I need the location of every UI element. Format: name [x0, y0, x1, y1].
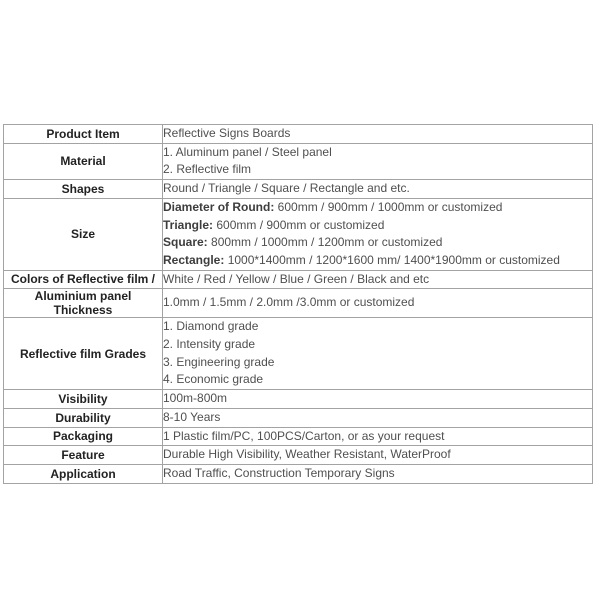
- table-row: [4, 289, 593, 318]
- row-value: [163, 270, 593, 289]
- value-line-bold-prefix: Triangle:: [163, 217, 214, 232]
- table-row: [4, 446, 593, 465]
- row-value: [163, 318, 593, 390]
- table-row: [4, 270, 593, 289]
- value-line: Durable High Visibility, Weather Resistant, WaterProof: [163, 447, 451, 462]
- value-line: 1.0mm / 1.5mm / 2.0mm /3.0mm or customized: [163, 295, 415, 310]
- row-value: [163, 464, 593, 483]
- value-line: 1 Plastic film/PC, 100PCS/Carton, or as your request: [163, 428, 445, 443]
- row-label: Product Item: [4, 125, 163, 144]
- value-line: White / Red / Yellow / Blue / Green / Black and etc: [163, 271, 430, 286]
- row-label: Visibility: [4, 390, 163, 409]
- row-value: [163, 180, 593, 199]
- value-line: 100m-800m: [163, 391, 228, 406]
- spec-table-body: [4, 125, 593, 484]
- value-line: Round / Triangle / Square / Rectangle and etc.: [163, 181, 410, 196]
- row-value: [163, 408, 593, 427]
- row-value: [163, 390, 593, 409]
- value-line-bold-prefix: Rectangle:: [163, 252, 225, 267]
- value-line: 4. Economic grade: [163, 372, 264, 387]
- row-label: Aluminium panel Thickness: [4, 289, 163, 318]
- row-value: [163, 198, 593, 270]
- value-line: 1. Aluminum panel / Steel panel: [163, 144, 332, 159]
- table-row: [4, 408, 593, 427]
- table-row: [4, 180, 593, 199]
- value-line: 3. Engineering grade: [163, 354, 275, 369]
- value-line-bold-prefix: Diameter of Round:: [163, 199, 275, 214]
- table-row: [4, 464, 593, 483]
- value-line: Rectangle: 1000*1400mm / 1200*1600 mm/ 1400*1900mm or customized: [163, 252, 560, 267]
- row-label: Reflective film Grades: [4, 318, 163, 390]
- row-label: Material: [4, 143, 163, 179]
- table-row: [4, 318, 593, 390]
- table-row: [4, 427, 593, 446]
- value-line: Triangle: 600mm / 900mm or customized: [163, 217, 385, 232]
- row-value: [163, 289, 593, 318]
- value-line: Diameter of Round: 600mm / 900mm / 1000mm or customized: [163, 199, 503, 214]
- row-label: Durability: [4, 408, 163, 427]
- table-row: [4, 125, 593, 144]
- value-line: 1. Diamond grade: [163, 319, 259, 334]
- row-value: [163, 446, 593, 465]
- value-line: 2. Reflective film: [163, 162, 252, 177]
- row-label: Shapes: [4, 180, 163, 199]
- table-row: [4, 143, 593, 179]
- product-specification-table: [3, 124, 593, 484]
- row-value: [163, 427, 593, 446]
- value-line: 8-10 Years: [163, 409, 221, 424]
- table-row: [4, 198, 593, 270]
- value-line: Road Traffic, Construction Temporary Signs: [163, 465, 395, 480]
- row-label: Feature: [4, 446, 163, 465]
- row-label: Colors of Reflective film /: [4, 270, 163, 289]
- row-label: Application: [4, 464, 163, 483]
- row-value: [163, 125, 593, 144]
- spec-table-container: [3, 124, 593, 484]
- value-line: Square: 800mm / 1000mm / 1200mm or customized: [163, 235, 443, 250]
- value-line: Reflective Signs Boards: [163, 126, 291, 140]
- value-line: 2. Intensity grade: [163, 337, 256, 352]
- table-row: [4, 390, 593, 409]
- row-value: [163, 143, 593, 179]
- value-line-bold-prefix: Square:: [163, 235, 208, 250]
- row-label: Packaging: [4, 427, 163, 446]
- row-label: Size: [4, 198, 163, 270]
